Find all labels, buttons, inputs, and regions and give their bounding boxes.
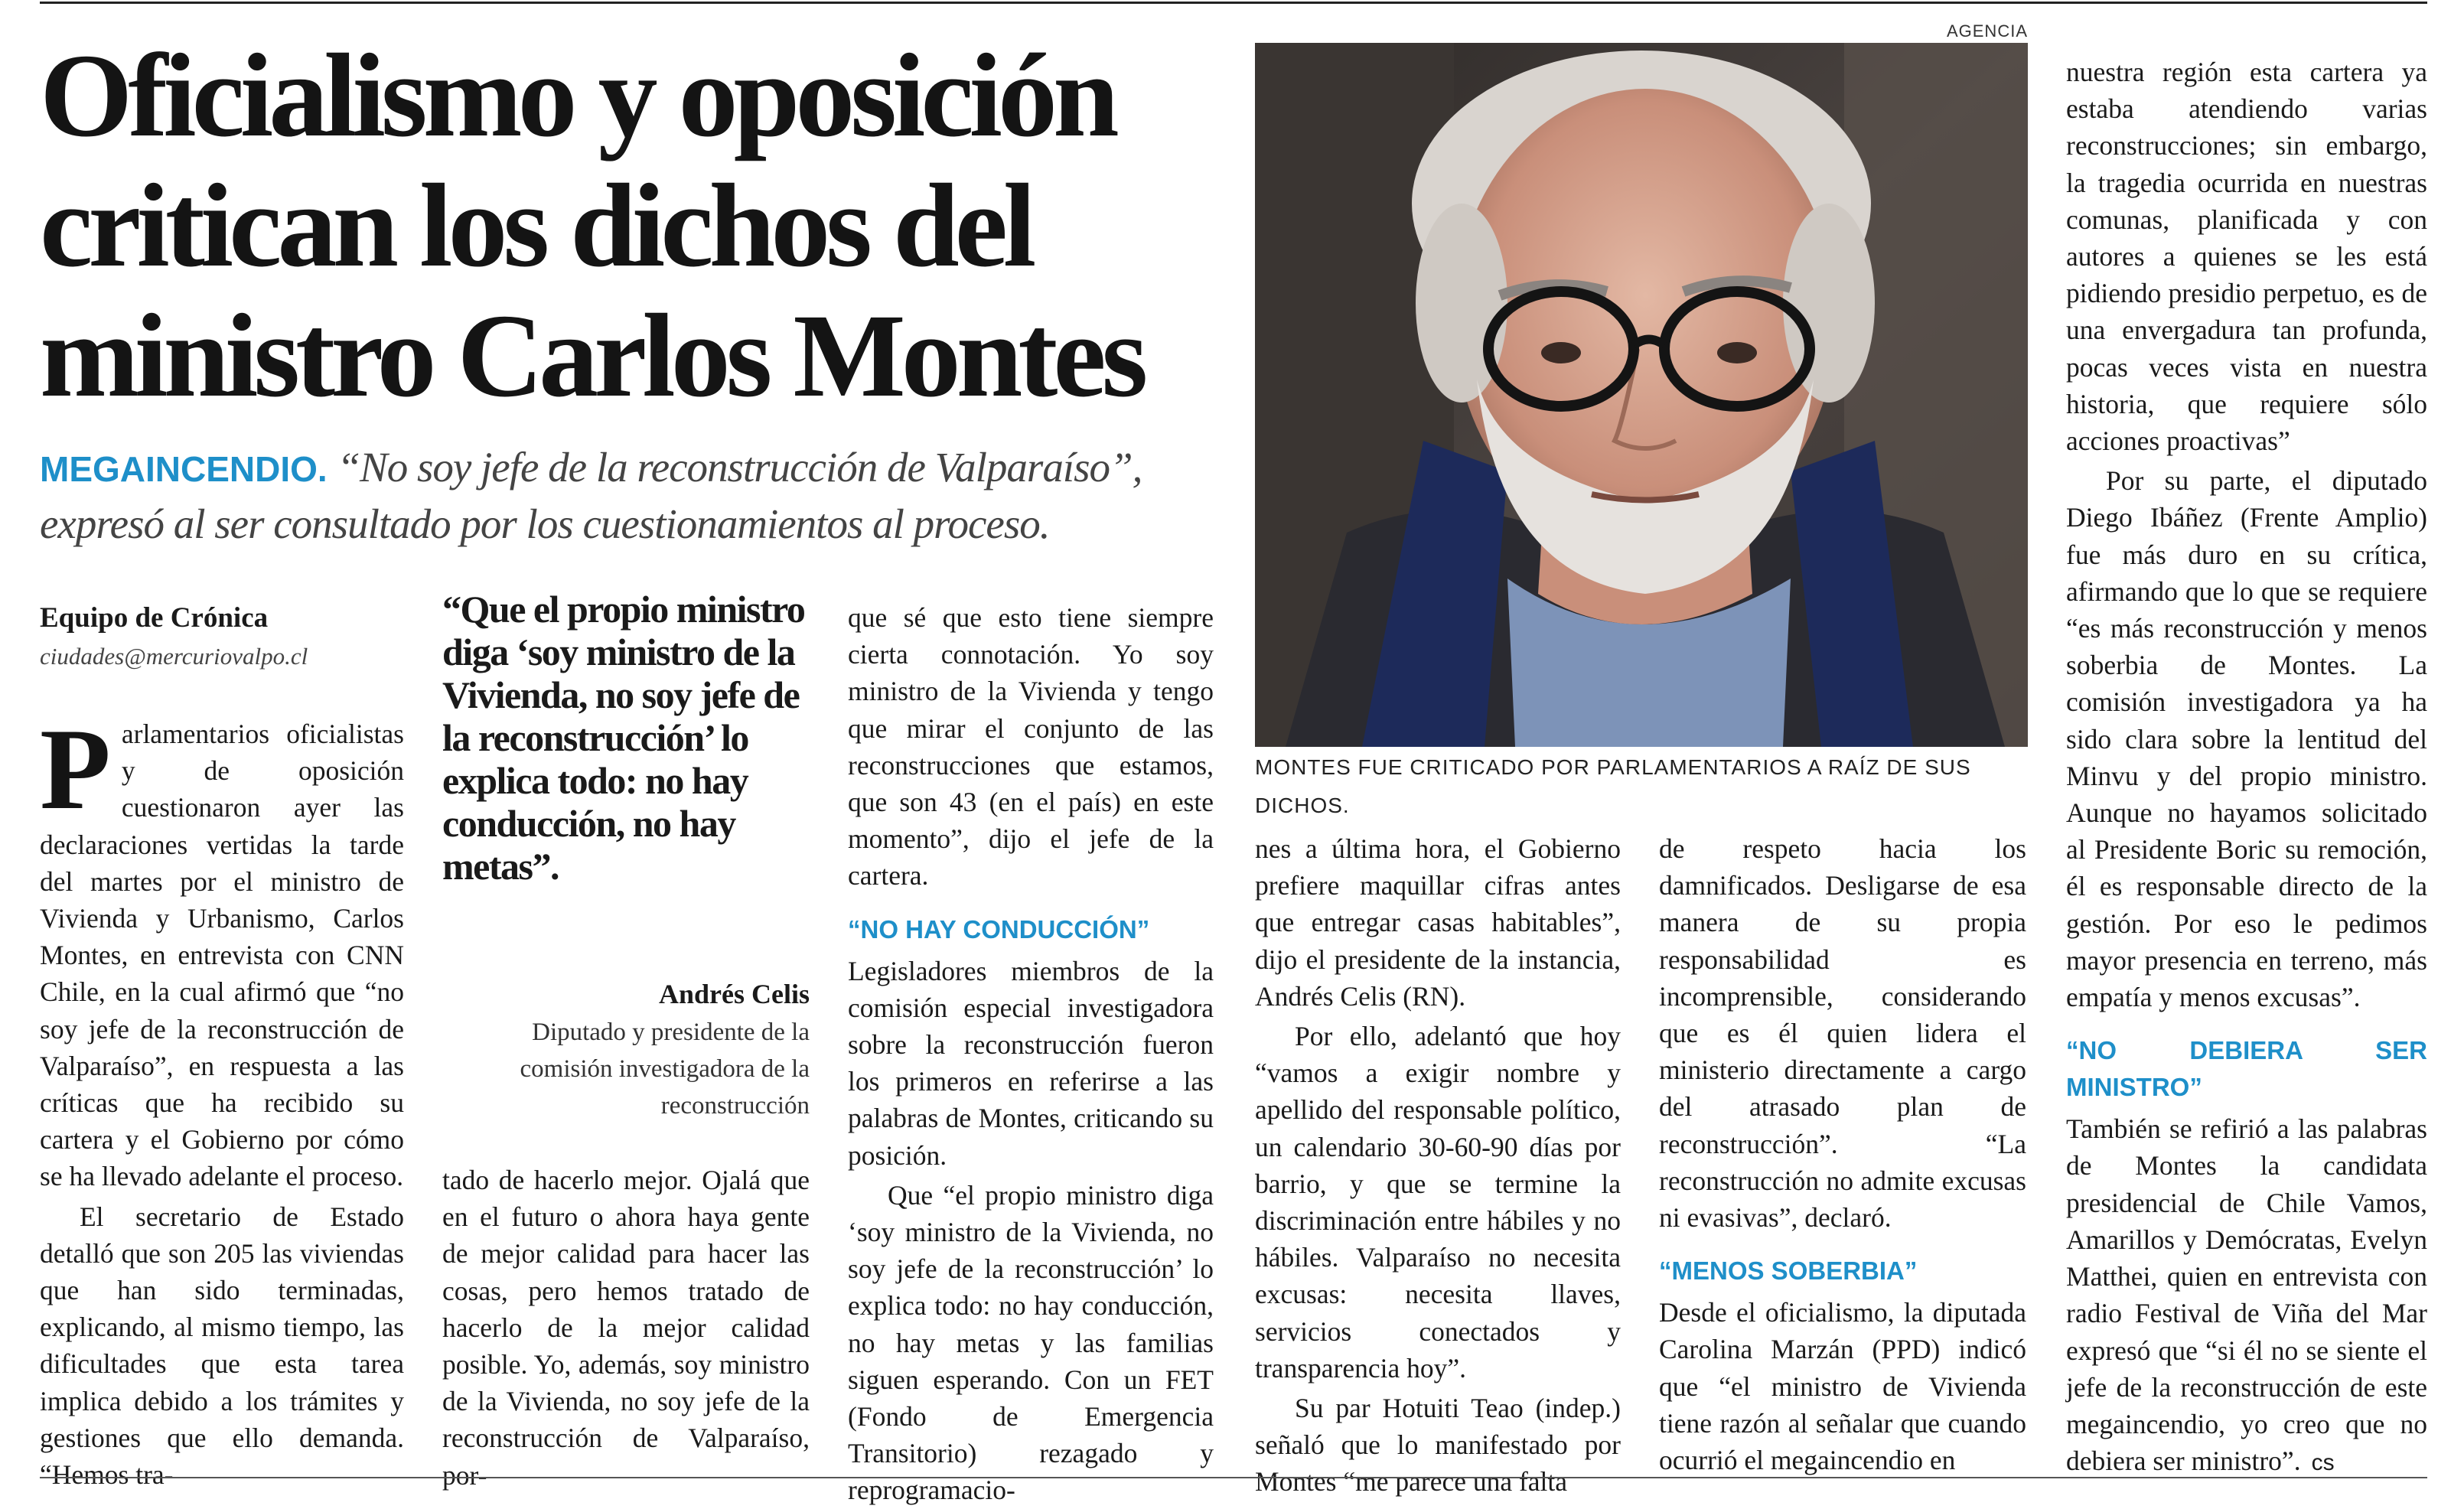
article-column-1 — [40, 599, 404, 1493]
subhead-no-debiera-ser-ministro: “NO DEBIERA SER MINISTRO” — [2066, 1036, 2427, 1102]
paragraph: El secretario de Estado detalló que son 205 las viviendas que han sido terminadas, explicando, al mismo tiempo, las dificultades que esta tarea implica debido a los trámites y gestiones que ello demanda. “Hemos tra- — [40, 1201, 404, 1491]
pull-quote-name: Andrés Celis — [659, 979, 810, 1009]
photo-carlos-montes — [1255, 43, 2028, 747]
paragraph: arlamentarios oficialistas y de oposición cuestionaron ayer las declaraciones vertidas la tarde del martes por el ministro de Vivienda y Urbanismo, Carlos Montes, en entrevista con CNN Chile, en la cual afirmó que “no soy jefe de la reconstrucción de Valparaíso”, en respuesta a las críticas que ha recibido su cartera y el Gobierno por cómo se ha llevado adelante el proceso. — [40, 719, 404, 1192]
photo-caption: MONTES FUE CRITICADO POR PARLAMENTARIOS A RAÍZ DE SUS DICHOS. — [1255, 755, 1971, 817]
subhead-no-hay-conduccion: “NO HAY CONDUCCIÓN” — [848, 914, 1150, 944]
paragraph: Que “el propio ministro diga ‘soy ministro de la Vivienda, no soy jefe de la reconstrucción’ lo explica todo: no hay conducción, no hay metas y las familias siguen esperando. Con un FET (Fondo de Emergencia Transitorio) rezagado y reprogramacio- — [848, 1179, 1214, 1506]
paragraph — [2066, 1110, 2427, 1481]
end-mark: cs — [2311, 1450, 2335, 1476]
paragraph: Legisladores miembros de la comisión especial investigadora sobre la reconstrucción fueron los primeros en referirse a las palabras de Montes, criticando su posición. — [848, 955, 1214, 1171]
headline: Oficialismo y oposición critican los dichos del ministro Carlos Montes — [40, 29, 1144, 422]
paragraph-text: También se refirió a las palabras de Montes la candidata presidencial de Chile Vamos, Amarillos y Demócratas, Evelyn Matthei, quien en entrevista con radio Festival de Viña del Mar expresó que “si él no se siente el jefe de la reconstrucción de este megaincendio, yo creo que no debiera ser ministro”. — [2066, 1113, 2427, 1477]
pull-quote: “Que el propio ministro diga ‘soy ministro de la Vivienda, no soy jefe de la reconstrucción’ lo explica todo: no hay conducción, no hay metas”. — [442, 588, 805, 888]
photo-credit: AGENCIA — [1946, 21, 2028, 41]
pull-quote-role: Diputado y presidente de la comisión investigadora de la reconstrucción — [520, 1018, 810, 1120]
paragraph: nuestra región esta cartera ya estaba atendiendo varias reconstrucciones; sin embargo, la tragedia ocurrida en nuestras comunas, planificada y con autores a quienes se les está pidiendo presidio perpetuo, es de una envergadura tan profunda, pocas veces vista en nuestra historia, que requiere sólo acciones proactivas” — [2066, 57, 2427, 457]
paragraph: Su par Hotuiti Teao (indep.) señaló que lo manifestado por Montes “me parece una falta — [1255, 1393, 1621, 1498]
article-column-3 — [848, 599, 1214, 1509]
paragraph: que sé que esto tiene siempre cierta connotación. Yo soy ministro de la Vivienda y tengo que mirar el conjunto de las reconstrucciones que estamos, que son 43 (en el país) en este momento”, dijo el jefe de la cartera. — [848, 602, 1214, 891]
dek — [40, 440, 1234, 552]
byline-email: ciudades@mercuriovalpo.cl — [40, 643, 308, 670]
paragraph: Por su parte, el diputado Diego Ibáñez (Frente Amplio) fue más duro en su crítica, afirmando que lo que se requiere “es más reconstrucción y menos soberbia de Montes. La comisión investigadora ya ha sido clara sobre la lentitud del Minvu y del propio ministro. Aunque no hayamos solicitado al Presidente Boric su remoción, él es responsable directo de la gestión. Por eso le pedimos mayor presencia en terreno, más empatía y menos excusas”. — [2066, 465, 2427, 1013]
paragraph: Desde el oficialismo, la diputada Carolina Marzán (PPD) indicó que “el ministro de Vivienda tiene razón al señalar que cuando ocurrió el megaincendio en — [1659, 1297, 2026, 1476]
drop-cap: P — [40, 705, 111, 833]
paragraph: tado de hacerlo mejor. Ojalá que en el futuro o ahora haya gente de mejor calidad para hacer las cosas, pero hemos tratado de hacerlo de la mejor calidad posible. Yo, además, soy ministro de la Vivienda, no soy jefe de la reconstrucción de Valparaíso, por- — [442, 1165, 810, 1491]
paragraph: nes a última hora, el Gobierno prefiere maquillar cifras antes que entregar casas habitables”, dijo el presidente de la instancia, Andrés Celis (RN). — [1255, 833, 1621, 1012]
dek-text: “No soy jefe de la reconstrucción de Valparaíso”, expresó al ser consultado por los cuestionamientos al proceso. — [40, 444, 1142, 547]
paragraph: Por ello, adelantó que hoy “vamos a exigir nombre y apellido del responsable político, un calendario 30-60-90 días por barrio, y que se termine la discriminación entre hábiles y no hábiles. Valparaíso no necesita excusas: necesita llaves, servicios conectados y transparencia hoy”. — [1255, 1021, 1621, 1384]
article-column-2 — [442, 1162, 810, 1494]
subhead-menos-soberbia: “MENOS SOBERBIA” — [1659, 1256, 1918, 1286]
byline-author: Equipo de Crónica — [40, 602, 269, 634]
article-column-6 — [2066, 54, 2427, 1481]
portrait-illustration — [1255, 43, 2028, 747]
top-rule — [40, 2, 2427, 4]
dek-kicker: MEGAINCENDIO. — [40, 449, 328, 489]
paragraph: de respeto hacia los damnificados. Desligarse de esa manera de su propia responsabilidad es incomprensible, considerando que es él quien lidera el ministerio directamente a cargo del atrasado plan de reconstrucción”. “La reconstrucción no admite excusas ni evasivas”, declaró. — [1659, 833, 2026, 1234]
article-column-5 — [1659, 830, 2026, 1478]
bottom-rule — [40, 1477, 2427, 1478]
article-column-4 — [1255, 830, 1621, 1501]
